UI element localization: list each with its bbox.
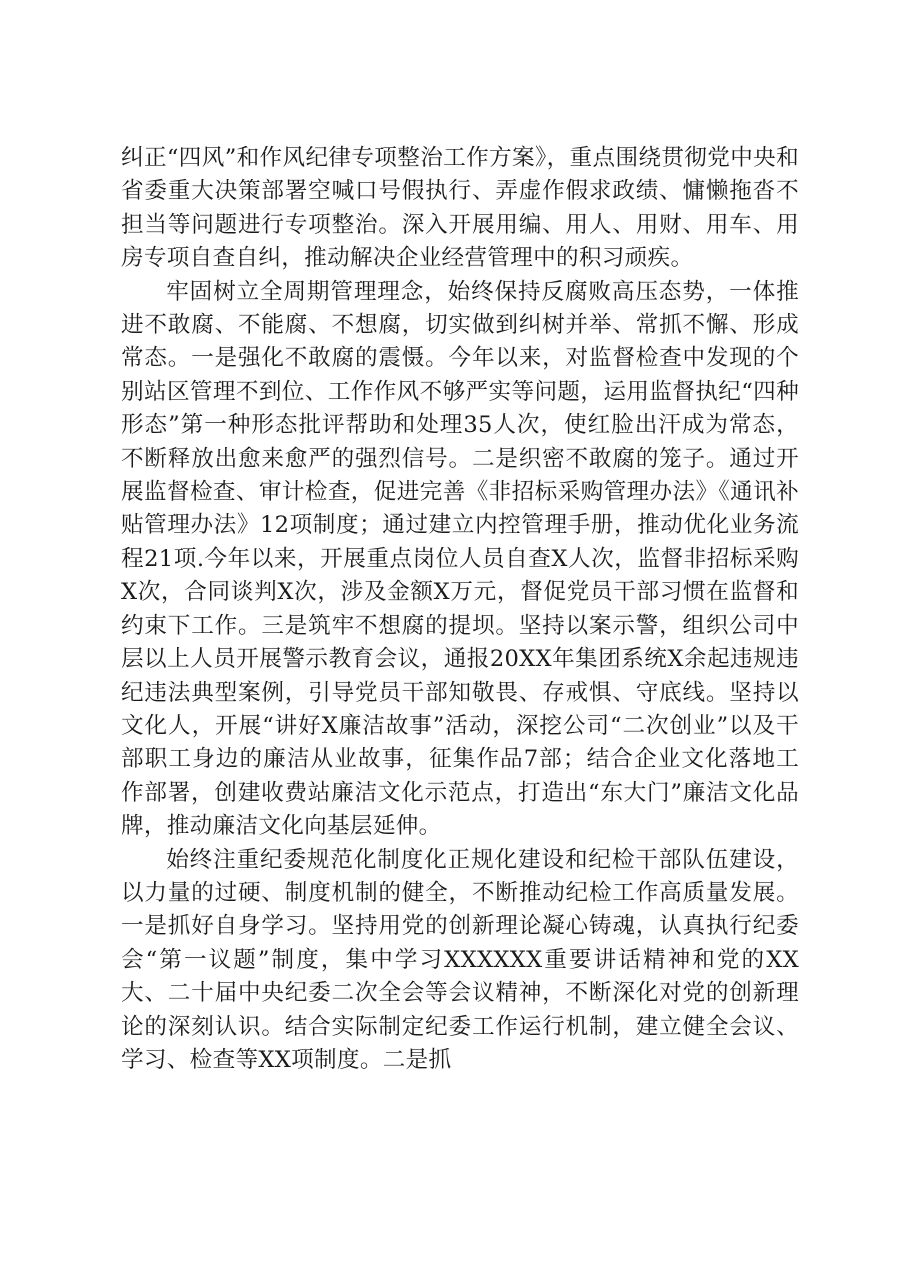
paragraph-continuation: 纠正“四风”和作风纪律专项整治工作方案》，重点围绕贯彻党中央和省委重大决策部署空喊口号假执行、弄虚作假求政绩、慵懒拖沓不担当等问题进行专项整治。深入开展用编、用人、用财、用车、用房专项自查自纠，推动解决企业经营管理中的积习顽疾。 [121,145,799,272]
document-body [121,142,799,1077]
paragraph-team-building: 始终注重纪委规范化制度化正规化建设和纪检干部队伍建设，以力量的过硬、制度机制的健全，不断推动纪检工作高质量发展。一是抓好自身学习。坚持用党的创新理论凝心铸魂，认真执行纪委会“第一议题”制度，集中学习XXXXXX重要讲话精神和党的XX大、二十届中央纪委二次全会等会议精神，不断深化对党的创新理论的深刻认识。结合实际制定纪委工作运行机制，建立健全会议、学习、检查等XX项制度。二是抓 [121,846,799,1073]
paragraph-anti-corruption: 牢固树立全周期管理理念，始终保持反腐败高压态势，一体推进不敢腐、不能腐、不想腐，切实做到纠树并举、常抓不懈、形成常态。一是强化不敢腐的震慑。今年以来，对监督检查中发现的个别站区管理不到位、工作作风不够严实等问题，运用监督执纪“四种形态”第一种形态批评帮助和处理35人次，使红脸出汗成为常态，不断释放出愈来愈严的强烈信号。二是织密不敢腐的笼子。通过开展监督检查、审计检查，促进完善《非招标采购管理办法》《通讯补贴管理办法》12项制度；通过建立内控管理手册，推动优化业务流程21项.今年以来，开展重点岗位人员自查X人次，监督非招标采购X次，合同谈判X次，涉及金额X万元，督促党员干部习惯在监督和约束下工作。三是筑牢不想腐的提坝。坚持以案示警，组织公司中层以上人员开展警示教育会议，通报20XX年集团系统X余起违规违纪违法典型案例，引导党员干部知敬畏、存戒惧、守底线。坚持以文化人，开展“讲好X廉洁故事”活动，深挖公司“二次创业”以及干部职工身边的廉洁从业故事，征集作品7部；结合企业文化落地工作部署，创建收费站廉洁文化示范点，打造出“东大门”廉洁文化品牌，推动廉洁文化向基层延伸。 [121,278,799,840]
